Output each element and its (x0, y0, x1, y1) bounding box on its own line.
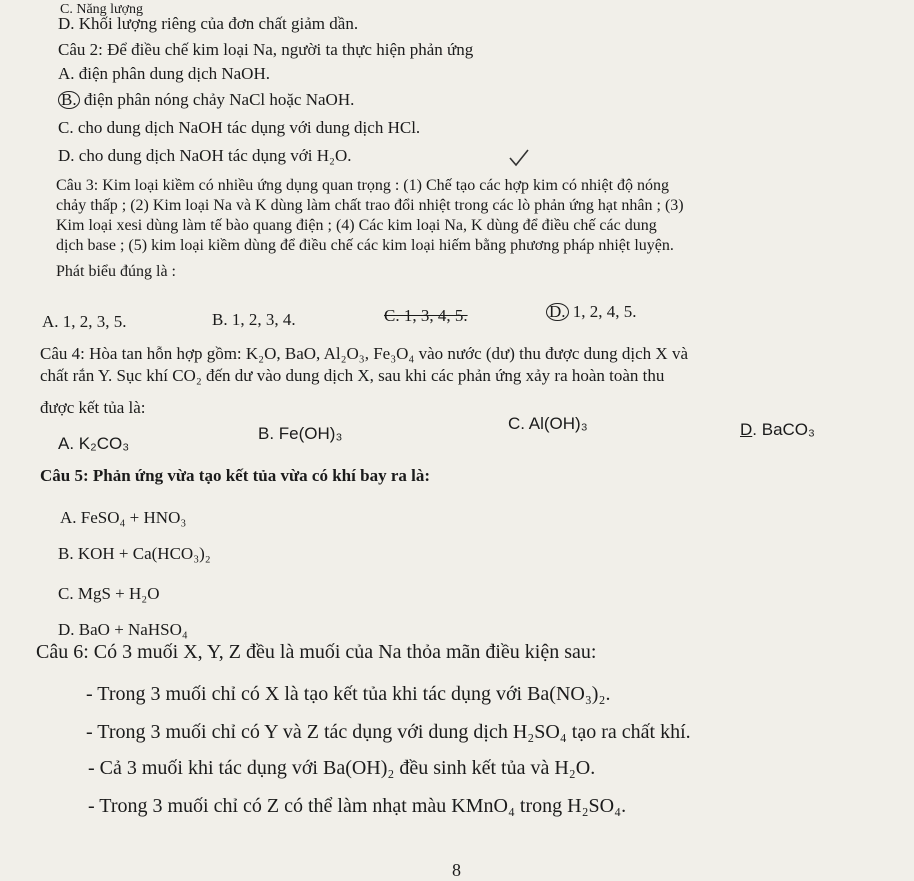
q3-option-a: A. 1, 2, 3, 5. (42, 312, 127, 331)
q6-condition-3: - Cả 3 muối khi tác dụng với Ba(OH)₂ đều sinh kết tủa và H₂O. (88, 757, 596, 779)
q6-condition-4: - Trong 3 muối chỉ có Z có thể làm nhạt màu KMnO₄ trong H₂SO₄. (88, 795, 627, 817)
q4-option-b: B. Fe(OH)₃ (258, 424, 343, 443)
q5-option-a: A. FeSO₄ + HNO₃ (60, 508, 187, 527)
q4-stem-line-1: Câu 4: Hòa tan hỗn hợp gồm: K₂O, BaO, Al₂O₃, Fe₃O₄ vào nước (dư) thu được dung dịch X và (40, 344, 688, 363)
q2-option-b (58, 90, 354, 110)
q2-option-a: A. điện phân dung dịch NaOH. (58, 64, 270, 83)
q3-option-d (546, 302, 637, 322)
page-number: 8 (452, 860, 461, 880)
q3-stem-line-2: chảy thấp ; (2) Kim loại Na và K dùng làm chất trao đổi nhiệt trong các lò phản ứng hạt nhân ; (3) (56, 197, 684, 214)
q2-stem: Câu 2: Để điều chế kim loại Na, người ta thực hiện phản ứng (58, 40, 474, 59)
q3-stem-line-4: dịch base ; (5) kim loại kiềm dùng để điều chế các kim loại hiếm bằng phương pháp nhiệt luyện. (56, 237, 674, 254)
q4-stem-line-3: được kết tủa là: (40, 398, 146, 417)
q4-stem-line-2: chất rắn Y. Sục khí CO₂ đến dư vào dung dịch X, sau khi các phản ứng xảy ra hoàn toàn thu (40, 366, 665, 385)
q3-option-b: B. 1, 2, 3, 4. (212, 310, 296, 329)
q5-option-b: B. KOH + Ca(HCO₃)₂ (58, 544, 211, 563)
q5-option-d: D. BaO + NaHSO₄ (58, 620, 188, 639)
q5-option-c: C. MgS + H₂O (58, 584, 160, 603)
q3-option-d-text: 1, 2, 4, 5. (568, 302, 637, 321)
q3-stem-line-5: Phát biểu đúng là : (56, 263, 176, 280)
q4-option-d-text: . BaCO₃ (752, 420, 815, 439)
q1-option-d: D. Khối lượng riêng của đơn chất giảm dần. (58, 14, 359, 33)
q6-condition-1: - Trong 3 muối chỉ có X là tạo kết tủa khi tác dụng với Ba(NO₃)₂. (86, 683, 611, 705)
q5-stem-text: Câu 5: Phản ứng vừa tạo kết tủa vừa có khí bay ra là: (40, 466, 430, 485)
q1-option-c: C. Năng lượng (60, 2, 144, 17)
q2-option-d: D. cho dung dịch NaOH tác dụng với H₂O. (58, 146, 352, 165)
q4-option-d (740, 420, 815, 440)
q3-stem-line-3: Kim loại xesi dùng làm tế bào quang điện ; (4) Các kim loại Na, K dùng để điều chế các dung (56, 217, 657, 234)
q4-option-d-letter-underlined: D (740, 420, 753, 439)
q4-option-c: C. Al(OH)₃ (508, 414, 588, 433)
q2-option-b-letter-circled: B. (58, 91, 80, 109)
q4-option-a: A. K₂CO₃ (58, 434, 130, 453)
q3-option-c: C. 1, 3, 4, 5. (384, 306, 468, 325)
q6-stem: Câu 6: Có 3 muối X, Y, Z đều là muối của Na thỏa mãn điều kiện sau: (36, 641, 597, 663)
q3-stem-line-1: Câu 3: Kim loại kiềm có nhiều ứng dụng quan trọng : (1) Chế tạo các hợp kim có nhiệt độ nóng (56, 177, 670, 194)
check-mark-icon (508, 148, 530, 170)
q6-condition-2: - Trong 3 muối chỉ có Y và Z tác dụng với dung dịch H₂SO₄ tạo ra chất khí. (86, 721, 691, 743)
q2-option-c: C. cho dung dịch NaOH tác dụng với dung dịch HCl. (58, 118, 421, 137)
q3-option-d-letter-circled: D. (546, 303, 569, 321)
q5-stem (40, 466, 430, 486)
q2-option-b-text: điện phân nóng chảy NaCl hoặc NaOH. (83, 90, 355, 109)
